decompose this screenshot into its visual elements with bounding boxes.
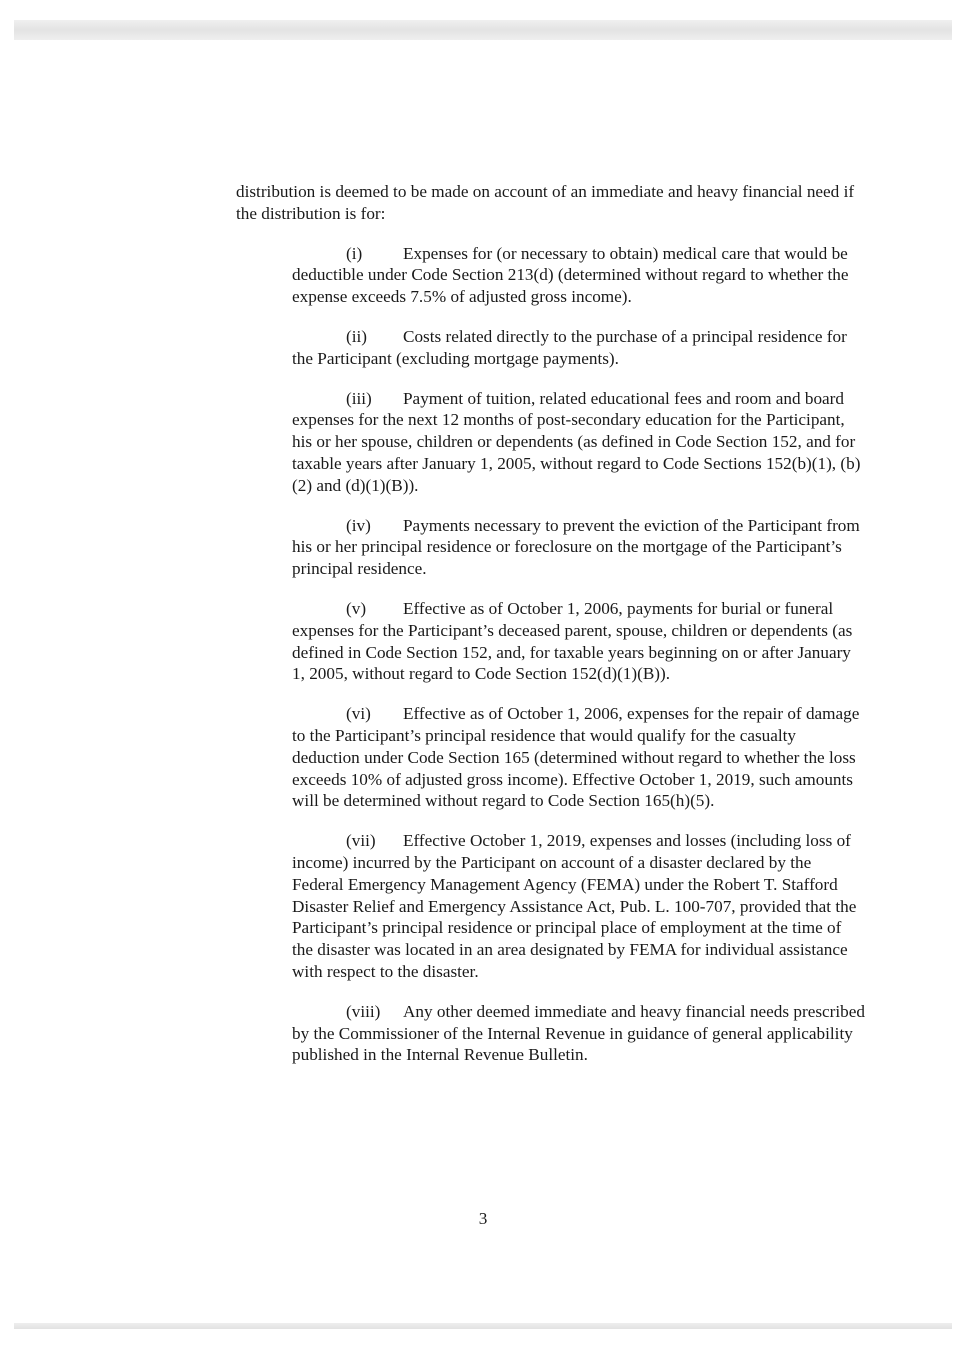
item-text: Effective as of October 1, 2006, expenses for the repair of damage to the Participant’s principal residence that would qualify for the casualty deduction under Code Section 165 (determined without regard to whether the loss exceeds 10% of adjusted gross income). Effective October 1, 2019, such amounts will be determined without regard to Code Section 165(h)(5). (292, 704, 860, 811)
scan-edge-bottom (14, 1323, 952, 1329)
list-item-viii (292, 1001, 866, 1066)
item-number: (v) (346, 598, 367, 618)
item-text: Any other deemed immediate and heavy financial needs prescribed by the Commissioner of the Internal Revenue in guidance of general applicability published in the Internal Revenue Bulletin. (292, 1001, 865, 1065)
item-number: (ii) (346, 326, 367, 346)
list-item-v (292, 598, 866, 685)
item-number: (vii) (346, 831, 376, 851)
item-text: Expenses for (or necessary to obtain) medical care that would be deductible under Code Section 213(d) (determined without regard to whether the expense exceeds 7.5% of adjusted gross income). (292, 243, 849, 307)
item-number: (viii) (346, 1001, 381, 1021)
list-item-vi (292, 703, 866, 812)
list-item-iv (292, 515, 866, 580)
list-item-i (292, 243, 866, 308)
page-number: 3 (478, 1209, 488, 1228)
item-text: Effective October 1, 2019, expenses and losses (including loss of income) incurred by the Participant on account of a disaster declared by the Federal Emergency Management Agency (FEMA) under the Robert T. Stafford Disaster Relief and Emergency Assistance Act, Pub. L. 100-707, provided that the Participant’s principal residence or principal place of employment at the time of the disaster was located in an area designated by FEMA for individual assistance with respect to the disaster. (292, 831, 857, 981)
hardship-list (292, 243, 866, 1067)
document-body (236, 181, 866, 1084)
item-text: Payments necessary to prevent the eviction of the Participant from his or her principal residence or foreclosure on the mortgage of the Participant’s principal residence. (292, 515, 860, 579)
item-text: Effective as of October 1, 2006, payments for burial or funeral expenses for the Participant’s deceased parent, spouse, children or dependents (as defined in Code Section 152, and, for taxable years beginning on or after January 1, 2005, without regard to Code Section 152(d)(1)(B)). (292, 598, 853, 684)
scan-edge-top (14, 20, 952, 40)
item-text: Payment of tuition, related educational fees and room and board expenses for the next 12 months of post-secondary education for the Participant, his or her spouse, children or dependents (as defined in Code Section 152, and for taxable years after January 1, 2005, without regard to Code Sections 152(b)(1), (b)(2) and (d)(1)(B)). (292, 388, 861, 495)
item-text: Costs related directly to the purchase of a principal residence for the Participant (excluding mortgage payments). (292, 326, 847, 368)
list-item-ii (292, 326, 866, 370)
item-number: (vi) (346, 704, 371, 724)
item-number: (iii) (346, 388, 372, 408)
list-item-vii (292, 830, 866, 983)
item-number: (iv) (346, 515, 371, 535)
list-item-iii (292, 388, 866, 497)
lead-paragraph: distribution is deemed to be made on account of an immediate and heavy financial need if the distribution is for: (236, 182, 855, 223)
item-number: (i) (346, 243, 363, 263)
